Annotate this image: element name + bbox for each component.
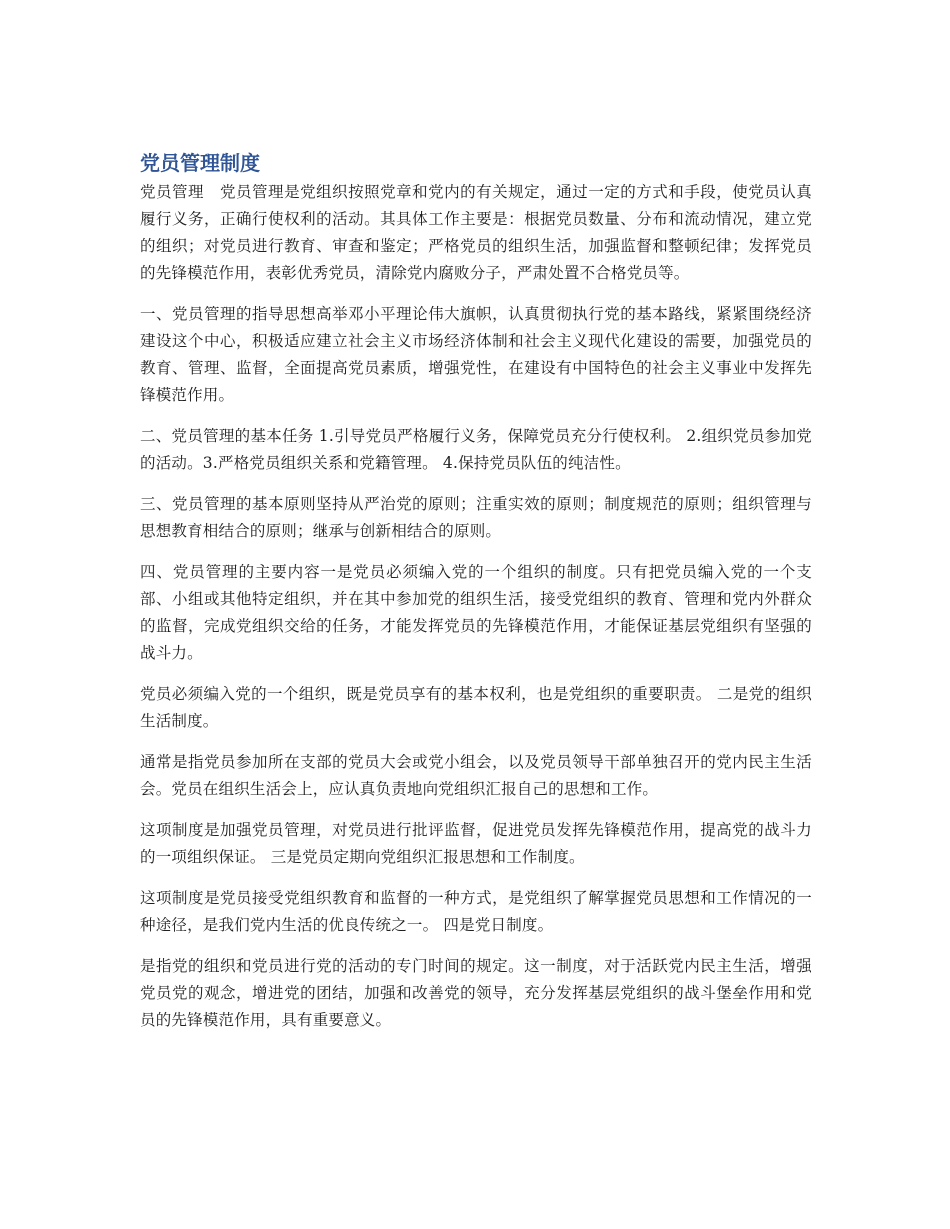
paragraph-party-day: 这项制度是党员接受党组织教育和监督的一种方式，是党组织了解掌握党员思想和工作情况的一种途径，是我们党内生活的优良传统之一。 四是党日制度。 bbox=[140, 889, 812, 934]
paragraph-guiding-ideology: 一、党员管理的指导思想高举邓小平理论伟大旗帜，认真贯彻执行党的基本路线，紧紧围绕经济建设这个中心，积极适应建立社会主义市场经济体制和社会主义现代化建设的需要，加强党员的教育、管理、监督，全面提高党员素质，增强党性，在建设有中国特色的社会主义事业中发挥先锋模范作用。 bbox=[140, 305, 812, 404]
paragraph-main-content: 四、党员管理的主要内容一是党员必须编入党的一个组织的制度。只有把党员编入党的一个支部、小组或其他特定组织，并在其中参加党的组织生活，接受党组织的教育、管理和党内外群众的监督，完成党组织交给的任务，才能发挥党员的先锋模范作用，才能保证基层党组织有坚强的战斗力。 bbox=[140, 563, 812, 662]
paragraph-basic-tasks: 二、党员管理的基本任务 1.引导党员严格履行义务，保障党员充分行使权利。 2.组织党员参加党的活动。3.严格党员组织关系和党籍管理。 4.保持党员队伍的纯洁性。 bbox=[140, 427, 812, 472]
paragraph-organization-membership: 党员必须编入党的一个组织，既是党员享有的基本权利，也是党组织的重要职责。 二是党的组织生活制度。 bbox=[140, 685, 812, 730]
paragraph-intro: 党员管理 党员管理是党组织按照党章和党内的有关规定，通过一定的方式和手段，使党员认真履行义务，正确行使权利的活动。其具体工作主要是：根据党员数量、分布和流动情况，建立党的组织；对党员进行教育、审查和鉴定；严格党员的组织生活，加强监督和整顿纪律；发挥党员的先锋模范作用，表彰优秀党员，清除党内腐败分子，严肃处置不合格党员等。 bbox=[140, 183, 812, 282]
paragraph-reporting-system: 这项制度是加强党员管理，对党员进行批评监督，促进党员发挥先锋模范作用，提高党的战斗力的一项组织保证。 三是党员定期向党组织汇报思想和工作制度。 bbox=[140, 821, 812, 866]
paragraph-basic-principles: 三、党员管理的基本原则坚持从严治党的原则；注重实效的原则；制度规范的原则；组织管理与思想教育相结合的原则；继承与创新相结合的原则。 bbox=[140, 495, 812, 540]
paragraph-organizational-life: 通常是指党员参加所在支部的党员大会或党小组会，以及党员领导干部单独召开的党内民主生活会。党员在组织生活会上，应认真负责地向党组织汇报自己的思想和工作。 bbox=[140, 753, 812, 798]
document-page bbox=[140, 148, 812, 1048]
document-title: 党员管理制度 bbox=[140, 151, 260, 175]
paragraph-party-day-definition: 是指党的组织和党员进行党的活动的专门时间的规定。这一制度，对于活跃党内民主生活，增强党员党的观念，增进党的团结，加强和改善党的领导，充分发挥基层党组织的战斗堡垒作用和党员的先锋模范作用，具有重要意义。 bbox=[140, 957, 812, 1029]
